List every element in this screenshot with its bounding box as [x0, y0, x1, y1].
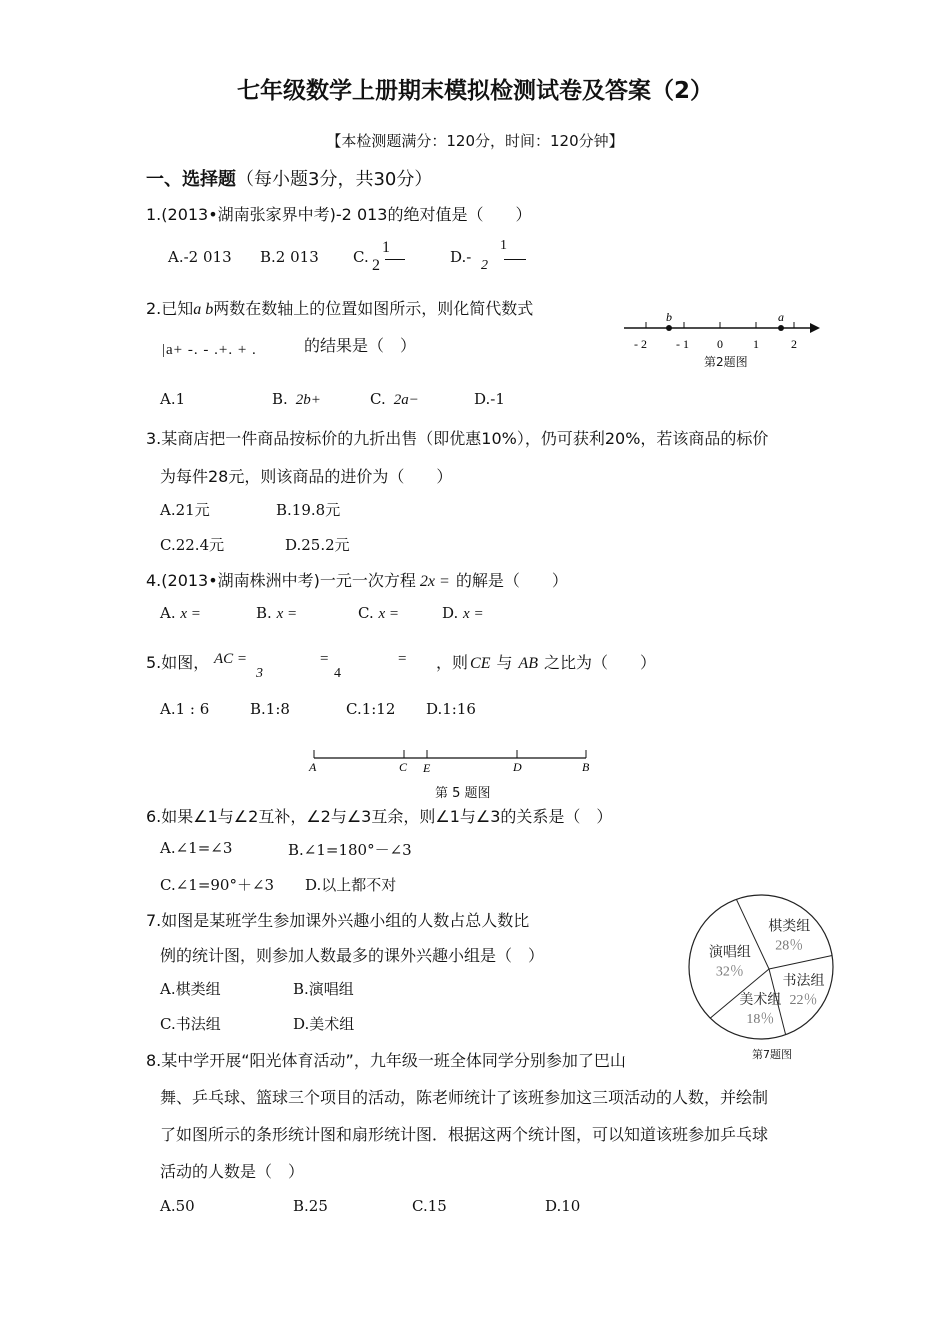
q5-stem-b: ，则 [436, 653, 469, 672]
q2-expression: |a+ -. - .+. + . [162, 342, 257, 358]
question-7-line-1: 7.如图是某班学生参加课外兴趣小组的人数占总人数比 [146, 911, 530, 930]
pie-value-label: 18％ [746, 1012, 775, 1028]
point-a-label: a [778, 310, 784, 324]
point-b-label: b [666, 310, 672, 324]
q5-ab: AB [518, 655, 539, 672]
q2-option-b-label: B. [272, 390, 288, 408]
question-3-line-2: 为每件28元，则该商品的进价为（ ） [160, 467, 453, 486]
q6-option-d: D.以上都不对 [305, 876, 397, 894]
fraction-numerator: 1 [382, 239, 390, 256]
q4-option-b-expr: x = [276, 606, 298, 622]
fraction-bar-d [504, 259, 526, 260]
figure-2-caption: 第2题图 [704, 355, 748, 369]
label-b: B [582, 760, 590, 774]
q2-option-b-expr: 2b+ [295, 392, 321, 408]
label-e: E [423, 761, 431, 775]
q4-option-b-label: B. [256, 604, 272, 622]
question-8-line-3: 了如图所示的条形统计图和扇形统计图．根据这两个统计图，可以知道该班参加乒乓球 [160, 1125, 769, 1144]
q6-option-b: B.∠1=180°－∠3 [288, 841, 412, 859]
q4-option-a [160, 604, 201, 623]
q1-option-d: D.- [450, 248, 472, 266]
q5-equals-3: = [398, 651, 407, 667]
q5-stem-a: 5.如图， [146, 653, 210, 672]
q5-stem-c: 之比为（ ） [544, 653, 657, 672]
q4-option-d-expr: x = [463, 606, 484, 622]
q5-option-b: B.1:8 [250, 700, 290, 718]
question-2-stem [146, 296, 533, 319]
q2-option-c [370, 390, 419, 409]
exam-info: 【本检测题满分：120分，时间：120分钟】 [326, 132, 624, 150]
q6-option-c: C.∠1=90°＋∠3 [160, 876, 275, 894]
q5-yu: 与 [496, 653, 513, 672]
axis-arrow [810, 323, 820, 333]
label-c: C [399, 760, 408, 774]
q5-denominator-1: 3 [256, 666, 263, 681]
q4-stem-b: 的解是（ ） [455, 571, 568, 590]
q6-option-a: A.∠1=∠3 [160, 839, 233, 857]
q2-option-d: D.-1 [474, 390, 505, 408]
interest-group-pie-chart [686, 892, 836, 1042]
q4-stem-a: 4.(2013•湖南株洲中考)一元一次方程 [146, 571, 416, 590]
q7-option-d: D.美术组 [293, 1015, 355, 1033]
question-6-stem: 6.如果∠1与∠2互补，∠2与∠3互余，则∠1与∠3的关系是（ ） [146, 807, 613, 826]
figure-5-caption: 第 5 题图 [435, 786, 491, 801]
label-d: D [513, 760, 522, 774]
q3-option-a: A.21元 [160, 501, 210, 519]
q1-fraction-c [372, 239, 390, 275]
question-8-line-4: 活动的人数是（ ） [160, 1162, 305, 1181]
q8-option-d: D.10 [545, 1197, 581, 1215]
figure-7-caption: 第7题图 [752, 1048, 792, 1061]
fraction-denominator-d: 2 [481, 258, 488, 273]
q5-denominator-2: 4 [334, 666, 341, 681]
q4-option-c-label: C. [358, 604, 374, 622]
pie-category-label: 棋类组 [768, 919, 811, 935]
fraction-denominator: 2 [372, 257, 380, 274]
section-name: 一、选择题 [146, 169, 236, 190]
q4-expression: 2x = [419, 573, 450, 590]
pie-category-label: 美术组 [739, 993, 782, 1009]
q2-vars: a b [193, 301, 214, 318]
tick-label-2: 2 [791, 337, 797, 351]
q7-option-a: A.棋类组 [160, 980, 221, 998]
point-b [666, 325, 672, 331]
q5-option-d: D.1:16 [426, 700, 476, 718]
question-8-line-2: 舞、乒乓球、篮球三个项目的活动，陈老师统计了该班参加这三项活动的人数，并绘制 [160, 1088, 769, 1107]
q2-stem-b: 两数在数轴上的位置如图所示，则化简代数式 [213, 299, 534, 318]
fraction-numerator-d: 1 [500, 238, 507, 253]
q2-option-b [272, 390, 321, 409]
q7-option-b: B.演唱组 [293, 980, 354, 998]
tick-label-minus-1: - 1 [676, 337, 689, 351]
q5-option-a: A.1 : 6 [160, 700, 210, 718]
q3-option-d: D.25.2元 [285, 536, 350, 554]
q4-option-c-expr: x = [378, 606, 400, 622]
q1-option-b: B.2 013 [260, 248, 319, 266]
q5-ce: CE [470, 655, 491, 672]
q2-option-a: A.1 [160, 390, 186, 408]
label-a: A [309, 760, 317, 774]
section-heading [146, 165, 432, 191]
section-note: （每小题3分，共30分） [236, 169, 433, 190]
q7-option-c: C.书法组 [160, 1015, 221, 1033]
tick-label-1: 1 [753, 337, 759, 351]
point-a [778, 325, 784, 331]
q4-option-d [442, 604, 484, 623]
q1-option-a: A.-2 013 [168, 248, 232, 266]
pie-value-label: 22％ [789, 993, 818, 1009]
q4-option-a-expr: x = [180, 606, 201, 622]
q5-stem-b-group [436, 650, 656, 673]
q3-option-b: B.19.8元 [276, 501, 341, 519]
fraction-bar [385, 259, 405, 260]
segment-figure [300, 740, 600, 780]
q2-option-c-label: C. [370, 390, 386, 408]
q3-option-c: C.22.4元 [160, 536, 225, 554]
pie-value-label: 32％ [715, 964, 744, 980]
q1-option-c [353, 248, 369, 266]
q5-equals-2: = [320, 651, 329, 667]
page-title: 七年级数学上册期末模拟检测试卷及答案（2） [236, 78, 713, 104]
q8-option-c: C.15 [412, 1197, 447, 1215]
q2-tail: 的结果是（ ） [304, 336, 417, 355]
question-8-line-1: 8.某中学开展“阳光体育活动”，九年级一班全体同学分别参加了巴山 [146, 1051, 626, 1070]
pie-category-label: 演唱组 [708, 945, 751, 961]
question-1-stem: 1.(2013•湖南张家界中考)-2 013的绝对值是（ ） [146, 205, 532, 224]
q8-option-b: B.25 [293, 1197, 328, 1215]
q2-stem-a: 2.已知 [146, 299, 194, 318]
q4-option-a-label: A. [160, 604, 176, 622]
pie-value-label: 28％ [775, 938, 804, 954]
q4-option-d-label: D. [442, 604, 459, 622]
q4-option-b [256, 604, 297, 623]
q5-ac: AC = [214, 651, 248, 667]
pie-category-label: 书法组 [782, 974, 825, 990]
question-3-line-1: 3.某商店把一件商品按标价的九折出售（即优惠10%），仍可获利20%，若该商品的标价 [146, 429, 769, 448]
tick-label-minus-2: - 2 [634, 337, 647, 351]
q5-option-c: C.1:12 [346, 700, 396, 718]
q1-option-c-label: C. [353, 248, 369, 266]
question-7-line-2: 例的统计图，则参加人数最多的课外兴趣小组是（ ） [160, 946, 545, 965]
pie-slice-boundary [769, 955, 832, 969]
q4-option-c [358, 604, 399, 623]
q8-option-a: A.50 [160, 1197, 195, 1215]
tick-label-0: 0 [717, 337, 723, 351]
question-4-stem [146, 568, 568, 591]
q2-option-c-expr: 2a− [393, 392, 419, 408]
